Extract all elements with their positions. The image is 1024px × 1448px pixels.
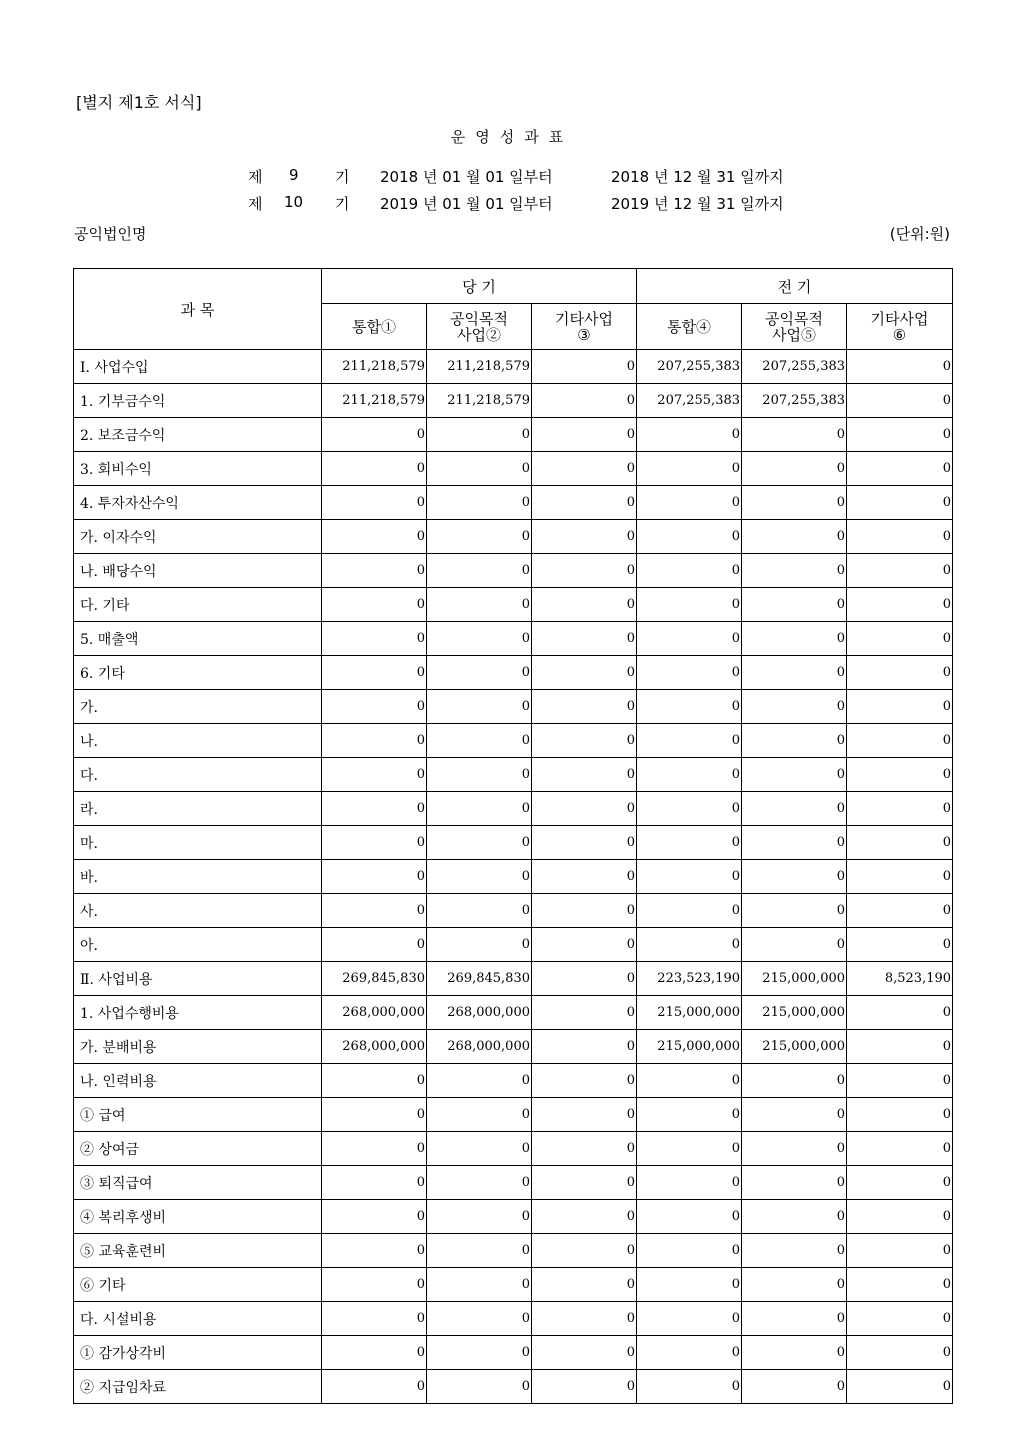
- amount-cell: 0: [847, 554, 953, 588]
- amount-cell: 0: [427, 418, 532, 452]
- table-row: [74, 622, 953, 656]
- row-label: 다. 시설비용: [74, 1302, 322, 1336]
- amount-cell: 0: [427, 690, 532, 724]
- amount-cell: 0: [532, 690, 637, 724]
- row-label: ⑤ 교육훈련비: [74, 1234, 322, 1268]
- amount-cell: 215,000,000: [742, 996, 847, 1030]
- amount-cell: 0: [427, 622, 532, 656]
- row-label: 나. 배당수익: [74, 554, 322, 588]
- amount-cell: 0: [322, 588, 427, 622]
- amount-cell: 269,845,830: [427, 962, 532, 996]
- row-label: 6. 기타: [74, 656, 322, 690]
- amount-cell: 0: [637, 1132, 742, 1166]
- amount-cell: 0: [532, 860, 637, 894]
- amount-cell: 0: [322, 1200, 427, 1234]
- amount-cell: 0: [847, 384, 953, 418]
- table-row: [74, 588, 953, 622]
- amount-cell: 0: [847, 622, 953, 656]
- amount-cell: 0: [427, 1166, 532, 1200]
- amount-cell: 0: [322, 1268, 427, 1302]
- organization-name-label: 공익법인명: [74, 225, 147, 243]
- table-row: [74, 962, 953, 996]
- amount-cell: 0: [427, 928, 532, 962]
- amount-cell: 268,000,000: [322, 1030, 427, 1064]
- table-row: [74, 1336, 953, 1370]
- amount-cell: 0: [742, 928, 847, 962]
- row-label: 아.: [74, 928, 322, 962]
- amount-cell: 0: [637, 1098, 742, 1132]
- amount-cell: 207,255,383: [637, 384, 742, 418]
- row-label: ① 급여: [74, 1098, 322, 1132]
- row-label: Ⅰ. 사업수입: [74, 350, 322, 384]
- amount-cell: 0: [532, 1336, 637, 1370]
- amount-cell: 0: [532, 656, 637, 690]
- amount-cell: 0: [322, 826, 427, 860]
- table-row: [74, 1268, 953, 1302]
- amount-cell: 0: [637, 1336, 742, 1370]
- amount-cell: 0: [847, 452, 953, 486]
- amount-cell: 0: [322, 486, 427, 520]
- table-row: [74, 520, 953, 554]
- amount-cell: 0: [427, 554, 532, 588]
- row-label: 1. 기부금수익: [74, 384, 322, 418]
- amount-cell: 0: [637, 656, 742, 690]
- amount-cell: 0: [847, 656, 953, 690]
- amount-cell: 0: [742, 1336, 847, 1370]
- column-header: [532, 304, 637, 350]
- previous-period-header: 전 기: [637, 269, 953, 304]
- amount-cell: 0: [532, 486, 637, 520]
- amount-cell: 0: [532, 826, 637, 860]
- amount-cell: 0: [322, 1132, 427, 1166]
- amount-cell: 0: [322, 1370, 427, 1404]
- amount-cell: 0: [427, 588, 532, 622]
- amount-cell: 0: [847, 1064, 953, 1098]
- amount-cell: 0: [637, 622, 742, 656]
- amount-cell: 0: [637, 690, 742, 724]
- form-identifier: [별지 제1호 서식]: [76, 93, 202, 112]
- amount-cell: 0: [847, 860, 953, 894]
- amount-cell: 0: [637, 520, 742, 554]
- amount-cell: 0: [322, 656, 427, 690]
- amount-cell: 0: [532, 1132, 637, 1166]
- column-header-line: 통합①: [352, 317, 396, 336]
- amount-cell: 0: [742, 486, 847, 520]
- period-term: 10: [284, 193, 304, 211]
- column-header-line: 기타사업: [870, 309, 929, 328]
- amount-cell: 0: [637, 1166, 742, 1200]
- amount-cell: 0: [322, 1302, 427, 1336]
- amount-cell: 0: [427, 1268, 532, 1302]
- amount-cell: 0: [847, 1336, 953, 1370]
- row-label: ③ 퇴직급여: [74, 1166, 322, 1200]
- row-label: 바.: [74, 860, 322, 894]
- amount-cell: 0: [532, 452, 637, 486]
- amount-cell: 0: [427, 1064, 532, 1098]
- amount-cell: 8,523,190: [847, 962, 953, 996]
- amount-cell: 0: [637, 452, 742, 486]
- table-row: [74, 384, 953, 418]
- amount-cell: 0: [847, 894, 953, 928]
- amount-cell: 207,255,383: [742, 384, 847, 418]
- amount-cell: 211,218,579: [322, 350, 427, 384]
- amount-cell: 0: [322, 520, 427, 554]
- amount-cell: 0: [532, 1302, 637, 1336]
- amount-cell: 0: [847, 1302, 953, 1336]
- amount-cell: 215,000,000: [742, 1030, 847, 1064]
- document-title: 운영성과표: [450, 128, 574, 146]
- amount-cell: 211,218,579: [427, 350, 532, 384]
- row-label: 3. 회비수익: [74, 452, 322, 486]
- column-header-line: 통합④: [667, 317, 711, 336]
- amount-cell: 0: [847, 1132, 953, 1166]
- amount-cell: 0: [532, 792, 637, 826]
- amount-cell: 0: [847, 350, 953, 384]
- amount-cell: 0: [322, 1098, 427, 1132]
- amount-cell: 0: [637, 792, 742, 826]
- amount-cell: 0: [847, 1098, 953, 1132]
- amount-cell: 0: [427, 860, 532, 894]
- amount-cell: 211,218,579: [322, 384, 427, 418]
- row-label: ⑥ 기타: [74, 1268, 322, 1302]
- column-header-line: 사업⑤: [772, 325, 816, 344]
- amount-cell: 0: [322, 452, 427, 486]
- amount-cell: 269,845,830: [322, 962, 427, 996]
- table-row: [74, 758, 953, 792]
- amount-cell: 0: [742, 860, 847, 894]
- amount-cell: 0: [427, 1302, 532, 1336]
- row-label: 다. 기타: [74, 588, 322, 622]
- table-row: [74, 1370, 953, 1404]
- period-suffix: 기: [335, 168, 350, 186]
- row-label: 2. 보조금수익: [74, 418, 322, 452]
- period-term: 9: [289, 166, 299, 184]
- row-label: Ⅱ. 사업비용: [74, 962, 322, 996]
- operating-results-table: [73, 268, 953, 1404]
- amount-cell: 0: [637, 928, 742, 962]
- amount-cell: 0: [532, 724, 637, 758]
- amount-cell: 0: [532, 1030, 637, 1064]
- amount-cell: 0: [427, 894, 532, 928]
- column-header-line: 기타사업: [555, 309, 613, 328]
- amount-cell: 0: [322, 860, 427, 894]
- amount-cell: 0: [742, 792, 847, 826]
- column-header-line: 공익목적: [765, 309, 823, 328]
- amount-cell: 215,000,000: [637, 1030, 742, 1064]
- table-row: [74, 996, 953, 1030]
- row-label: 다.: [74, 758, 322, 792]
- period-prefix: 제: [248, 195, 263, 213]
- amount-cell: 0: [637, 860, 742, 894]
- table-row: [74, 894, 953, 928]
- amount-cell: 0: [427, 1098, 532, 1132]
- amount-cell: 0: [322, 1336, 427, 1370]
- table-row: [74, 554, 953, 588]
- amount-cell: 0: [322, 554, 427, 588]
- amount-cell: 0: [742, 690, 847, 724]
- row-label: 가.: [74, 690, 322, 724]
- column-header: [742, 304, 847, 350]
- amount-cell: 0: [847, 418, 953, 452]
- amount-cell: 0: [637, 1268, 742, 1302]
- table-row: [74, 928, 953, 962]
- amount-cell: 0: [742, 418, 847, 452]
- amount-cell: 0: [427, 1370, 532, 1404]
- amount-cell: 0: [322, 1166, 427, 1200]
- amount-cell: 0: [532, 350, 637, 384]
- amount-cell: 0: [742, 1302, 847, 1336]
- column-header: [427, 304, 532, 350]
- amount-cell: 0: [532, 1234, 637, 1268]
- amount-cell: 0: [847, 1166, 953, 1200]
- table-row: [74, 860, 953, 894]
- amount-cell: 0: [532, 1064, 637, 1098]
- amount-cell: 0: [427, 520, 532, 554]
- column-header-line: 공익목적: [450, 309, 508, 328]
- amount-cell: 0: [322, 894, 427, 928]
- amount-cell: 0: [847, 588, 953, 622]
- amount-cell: 0: [427, 826, 532, 860]
- amount-cell: 0: [322, 418, 427, 452]
- table-row: [74, 1234, 953, 1268]
- row-label: 나.: [74, 724, 322, 758]
- amount-cell: 0: [742, 826, 847, 860]
- amount-cell: 0: [322, 724, 427, 758]
- table-row: [74, 690, 953, 724]
- current-period-header: 당 기: [322, 269, 637, 304]
- amount-cell: 0: [742, 622, 847, 656]
- column-header-line: 사업②: [457, 325, 501, 344]
- amount-cell: 0: [742, 724, 847, 758]
- amount-cell: 0: [847, 486, 953, 520]
- amount-cell: 207,255,383: [637, 350, 742, 384]
- column-header: [637, 304, 742, 350]
- amount-cell: 0: [847, 1370, 953, 1404]
- amount-cell: 215,000,000: [637, 996, 742, 1030]
- amount-cell: 0: [427, 452, 532, 486]
- row-label: ① 감가상각비: [74, 1336, 322, 1370]
- amount-cell: 0: [742, 1132, 847, 1166]
- amount-cell: 0: [427, 656, 532, 690]
- amount-cell: 0: [742, 1098, 847, 1132]
- amount-cell: 0: [322, 928, 427, 962]
- amount-cell: 0: [532, 1370, 637, 1404]
- amount-cell: 0: [637, 758, 742, 792]
- amount-cell: 0: [637, 1302, 742, 1336]
- subject-header: 과 목: [74, 269, 322, 350]
- table-row: [74, 1166, 953, 1200]
- period-start: 2019 년 01 월 01 일부터: [380, 195, 553, 213]
- amount-cell: 0: [742, 520, 847, 554]
- amount-cell: 0: [847, 928, 953, 962]
- amount-cell: 0: [532, 588, 637, 622]
- column-header-line: ③: [577, 325, 591, 344]
- period-end: 2019 년 12 월 31 일까지: [611, 195, 784, 213]
- row-label: 1. 사업수행비용: [74, 996, 322, 1030]
- amount-cell: 0: [427, 1200, 532, 1234]
- amount-cell: 0: [532, 962, 637, 996]
- amount-cell: 0: [637, 1234, 742, 1268]
- amount-cell: 0: [847, 996, 953, 1030]
- table-row: [74, 792, 953, 826]
- amount-cell: 268,000,000: [427, 996, 532, 1030]
- amount-cell: 0: [847, 690, 953, 724]
- amount-cell: 0: [532, 520, 637, 554]
- amount-cell: 0: [532, 554, 637, 588]
- amount-cell: 0: [742, 1268, 847, 1302]
- column-header: [847, 304, 953, 350]
- amount-cell: 215,000,000: [742, 962, 847, 996]
- column-header: [322, 304, 427, 350]
- amount-cell: 0: [637, 554, 742, 588]
- amount-cell: 268,000,000: [427, 1030, 532, 1064]
- amount-cell: 0: [427, 758, 532, 792]
- amount-cell: 0: [532, 1098, 637, 1132]
- amount-cell: 0: [637, 1370, 742, 1404]
- amount-cell: 0: [847, 1268, 953, 1302]
- amount-cell: 0: [637, 486, 742, 520]
- table-row: [74, 656, 953, 690]
- amount-cell: 0: [847, 1234, 953, 1268]
- amount-cell: 207,255,383: [742, 350, 847, 384]
- amount-cell: 0: [322, 1234, 427, 1268]
- amount-cell: 0: [847, 792, 953, 826]
- row-label: 5. 매출액: [74, 622, 322, 656]
- table-row: [74, 826, 953, 860]
- amount-cell: 0: [847, 826, 953, 860]
- amount-cell: 0: [847, 724, 953, 758]
- amount-cell: 0: [322, 622, 427, 656]
- amount-cell: 0: [637, 724, 742, 758]
- amount-cell: 0: [532, 758, 637, 792]
- amount-cell: 0: [532, 894, 637, 928]
- amount-cell: 0: [322, 1064, 427, 1098]
- unit-label: (단위:원): [889, 225, 950, 243]
- amount-cell: 0: [427, 792, 532, 826]
- amount-cell: 0: [532, 622, 637, 656]
- amount-cell: 0: [322, 690, 427, 724]
- amount-cell: 268,000,000: [322, 996, 427, 1030]
- table-row: [74, 1200, 953, 1234]
- table-row: [74, 418, 953, 452]
- amount-cell: 0: [742, 1234, 847, 1268]
- amount-cell: 211,218,579: [427, 384, 532, 418]
- row-label: 사.: [74, 894, 322, 928]
- row-label: 가. 이자수익: [74, 520, 322, 554]
- row-label: 가. 분배비용: [74, 1030, 322, 1064]
- table-row: [74, 452, 953, 486]
- amount-cell: 0: [847, 758, 953, 792]
- amount-cell: 0: [532, 928, 637, 962]
- amount-cell: 0: [427, 1234, 532, 1268]
- period-start: 2018 년 01 월 01 일부터: [380, 168, 553, 186]
- row-label: ④ 복리후생비: [74, 1200, 322, 1234]
- table-row: [74, 724, 953, 758]
- table-row: [74, 486, 953, 520]
- amount-cell: 0: [742, 1064, 847, 1098]
- amount-cell: 0: [637, 826, 742, 860]
- amount-cell: 0: [847, 1030, 953, 1064]
- amount-cell: 0: [847, 520, 953, 554]
- amount-cell: 0: [742, 554, 847, 588]
- amount-cell: 0: [322, 758, 427, 792]
- table-row: [74, 1302, 953, 1336]
- table-row: [74, 350, 953, 384]
- amount-cell: 0: [532, 384, 637, 418]
- amount-cell: 0: [427, 486, 532, 520]
- amount-cell: 0: [637, 1064, 742, 1098]
- amount-cell: 0: [742, 1166, 847, 1200]
- amount-cell: 0: [532, 418, 637, 452]
- row-label: 마.: [74, 826, 322, 860]
- amount-cell: 0: [532, 1268, 637, 1302]
- amount-cell: 0: [847, 1200, 953, 1234]
- table-row: [74, 1064, 953, 1098]
- amount-cell: 0: [742, 1370, 847, 1404]
- amount-cell: 0: [742, 758, 847, 792]
- amount-cell: 0: [637, 894, 742, 928]
- amount-cell: 0: [742, 656, 847, 690]
- amount-cell: 0: [532, 996, 637, 1030]
- row-label: ② 상여금: [74, 1132, 322, 1166]
- period-end: 2018 년 12 월 31 일까지: [611, 168, 784, 186]
- table-row: [74, 1098, 953, 1132]
- period-prefix: 제: [248, 168, 263, 186]
- amount-cell: 0: [532, 1166, 637, 1200]
- row-label: 나. 인력비용: [74, 1064, 322, 1098]
- row-label: 라.: [74, 792, 322, 826]
- amount-cell: 0: [742, 894, 847, 928]
- amount-cell: 223,523,190: [637, 962, 742, 996]
- amount-cell: 0: [532, 1200, 637, 1234]
- amount-cell: 0: [637, 1200, 742, 1234]
- amount-cell: 0: [637, 418, 742, 452]
- amount-cell: 0: [427, 1132, 532, 1166]
- amount-cell: 0: [427, 724, 532, 758]
- column-header-line: ⑥: [892, 325, 907, 344]
- amount-cell: 0: [427, 1336, 532, 1370]
- period-suffix: 기: [335, 195, 350, 213]
- amount-cell: 0: [742, 452, 847, 486]
- table-row: [74, 1132, 953, 1166]
- table-row: [74, 1030, 953, 1064]
- row-label: ② 지급임차료: [74, 1370, 322, 1404]
- row-label: 4. 투자자산수익: [74, 486, 322, 520]
- amount-cell: 0: [322, 792, 427, 826]
- amount-cell: 0: [637, 588, 742, 622]
- amount-cell: 0: [742, 1200, 847, 1234]
- amount-cell: 0: [742, 588, 847, 622]
